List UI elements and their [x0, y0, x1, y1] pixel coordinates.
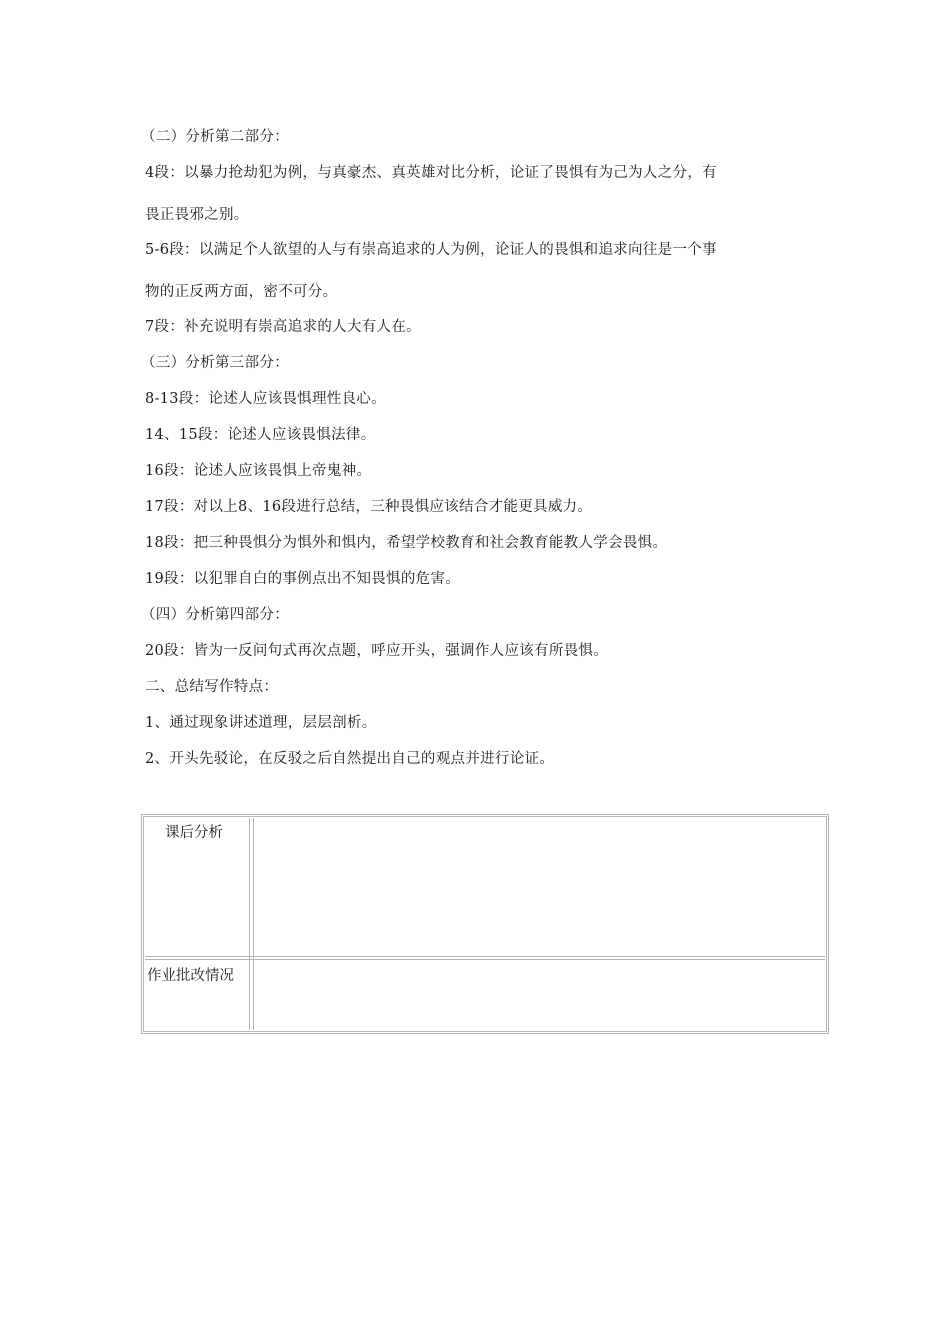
- list-item: 2、开头先驳论，在反驳之后自然提出自己的观点并进行论证。: [145, 751, 555, 767]
- table-cell-homework-grading[interactable]: [256, 962, 824, 1028]
- section-heading-part-four: （四）分析第四部分：: [141, 607, 289, 623]
- table-column-divider: [249, 818, 254, 1030]
- table-label-after-class-analysis: 课后分析: [165, 825, 223, 841]
- table-label-homework-grading: 作业批改情况: [147, 968, 234, 984]
- paragraph-line: 14、15段：论述人应该畏惧法律。: [145, 427, 376, 443]
- paragraph-line: 19段：以犯罪自白的事例点出不知畏惧的危害。: [145, 571, 461, 587]
- paragraph-line: 18段：把三种畏惧分为惧外和惧内，希望学校教育和社会教育能教人学会畏惧。: [145, 535, 668, 551]
- paragraph-line: 17段：对以上8、16段进行总结，三种畏惧应该结合才能更具威力。: [145, 499, 593, 515]
- section-heading-part-two: （二）分析第二部分：: [141, 129, 289, 145]
- table-row-divider: [145, 956, 825, 960]
- paragraph-line: 8-13段：论述人应该畏惧理性良心。: [145, 391, 386, 407]
- paragraph-line: 4段：以暴力抢劫犯为例，与真豪杰、真英雄对比分析，论证了畏惧有为己为人之分，有: [145, 165, 717, 181]
- paragraph-line: 畏正畏邪之别。: [145, 207, 249, 223]
- paragraph-line: 7段：补充说明有崇高追求的人大有人在。: [145, 319, 421, 335]
- paragraph-line: 16段：论述人应该畏惧上帝鬼神。: [145, 463, 372, 479]
- section-heading-part-three: （三）分析第三部分：: [141, 355, 289, 371]
- paragraph-line: 5-6段：以满足个人欲望的人与有崇高追求的人为例，论证人的畏惧和追求向往是一个事: [145, 242, 717, 258]
- paragraph-line: 20段：皆为一反问句式再次点题，呼应开头，强调作人应该有所畏惧。: [145, 643, 609, 659]
- section-heading-writing-features: 二、总结写作特点：: [145, 679, 279, 695]
- paragraph-line: 物的正反两方面，密不可分。: [145, 284, 338, 300]
- table-cell-after-class-analysis[interactable]: [256, 820, 824, 954]
- list-item: 1、通过现象讲述道理，层层剖析。: [145, 715, 377, 731]
